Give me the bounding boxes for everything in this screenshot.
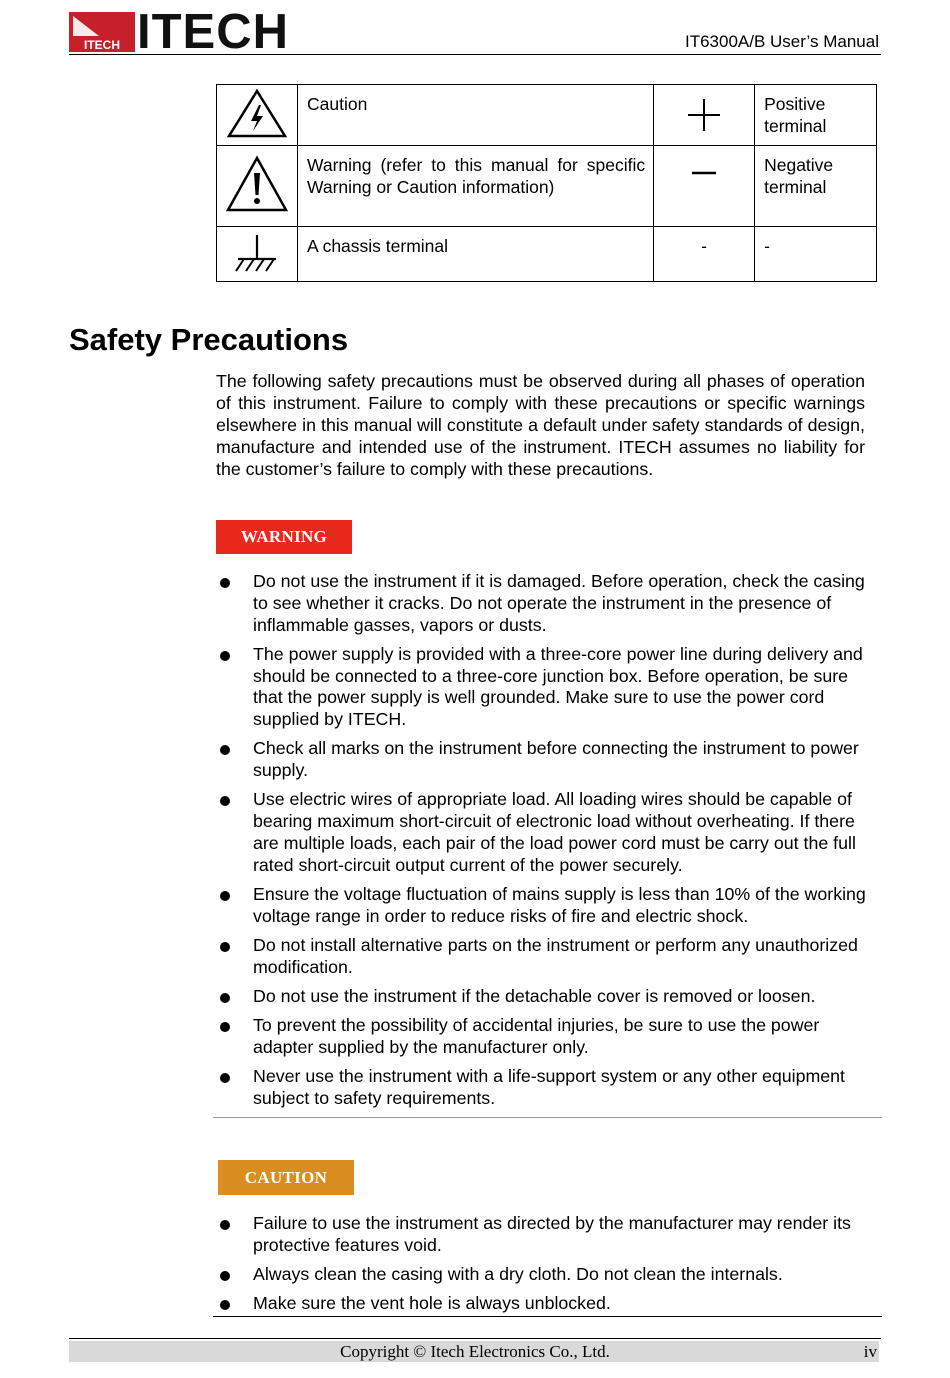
- symbol-table-row: [217, 146, 877, 227]
- itech-logo: [69, 5, 289, 59]
- list-item: [216, 738, 882, 782]
- list-item: [216, 1015, 882, 1059]
- symbol-meaning: Negative terminal: [755, 146, 877, 227]
- intro-paragraph: The following safety precautions must be observed during all phases of operation of this instrument. Failure to comply with these precautions or specific warnings elsewhere in this manual will constitute a default under safety standards of design, manufacture and intended use of the instrument. ITECH assumes no liability for the customer’s failure to comply with these precautions.: [216, 371, 865, 479]
- list-item-text: Do not use the instrument if the detachable cover is removed or loosen.: [253, 985, 816, 1006]
- list-item: [216, 986, 882, 1008]
- chassis-ground-icon: [232, 229, 282, 275]
- itech-logo-mark: [69, 12, 135, 52]
- symbol-table: [216, 84, 877, 282]
- positive-terminal-icon: [684, 95, 724, 135]
- caution-badge: CAUTION: [218, 1160, 354, 1195]
- list-item: [216, 1066, 882, 1110]
- list-item-text: Failure to use the instrument as directed by the manufacturer may render its protective features void.: [253, 1213, 851, 1255]
- symbol-text: -: [654, 227, 755, 282]
- warning-badge: WARNING: [216, 520, 352, 554]
- bullet-icon: [220, 745, 230, 755]
- bullet-icon: [220, 993, 230, 1003]
- list-item-text: Make sure the vent hole is always unblocked.: [253, 1293, 611, 1314]
- section-title: Safety Precautions: [69, 322, 349, 357]
- logo-mark-text: ITECH: [84, 38, 120, 52]
- list-item: [216, 644, 882, 731]
- bullet-icon: [220, 1022, 230, 1032]
- symbol-table-row: [217, 85, 877, 146]
- symbol-icon-cell: [217, 227, 298, 282]
- symbol-meaning: -: [755, 227, 877, 282]
- bullet-icon: [220, 942, 230, 952]
- symbol-icon-cell: [217, 146, 298, 227]
- bullet-icon: [220, 796, 230, 806]
- warning-section-divider: [213, 1117, 882, 1118]
- list-item-text: To prevent the possibility of accidental injuries, be sure to use the power adapter supplied by the manufacturer only.: [253, 1015, 820, 1057]
- symbol-description: Caution: [298, 85, 654, 146]
- symbol-icon-cell: [217, 85, 298, 146]
- symbol-cell: [654, 146, 755, 227]
- list-item: [216, 1213, 882, 1257]
- logo-wordmark: ITECH: [137, 5, 289, 59]
- list-item: [216, 789, 882, 876]
- list-item: [216, 884, 882, 928]
- bullet-icon: [220, 578, 230, 588]
- header-divider: [69, 54, 881, 55]
- list-item-text: Do not install alternative parts on the instrument or perform any unauthorized modification.: [253, 934, 858, 977]
- footer-divider: [69, 1338, 881, 1339]
- copyright-text: Copyright © Itech Electronics Co., Ltd.: [340, 1342, 610, 1361]
- list-item-text: Ensure the voltage fluctuation of mains supply is less than 10% of the working voltage range in order to reduce risks of fire and electric shock.: [253, 883, 866, 926]
- symbol-table-row: [217, 227, 877, 282]
- warning-list: [216, 571, 882, 1117]
- manual-title: IT6300A/B User’s Manual: [684, 32, 879, 51]
- list-item: [216, 1264, 882, 1286]
- page-number: iv: [863, 1342, 877, 1361]
- bullet-icon: [220, 891, 230, 901]
- bullet-icon: [220, 651, 230, 661]
- list-item-text: Use electric wires of appropriate load. All loading wires should be capable of bearing maximum short-circuit of electronic load without overheating. If there are multiple loads, each pair of the load power cord must be carry out the full rated short-circuit output current of the power securely.: [253, 789, 856, 875]
- symbol-description: Warning (refer to this manual for specific Warning or Caution information): [298, 146, 654, 227]
- list-item-text: Do not use the instrument if it is damaged. Before operation, check the casing to see whether it cracks. Do not operate the instrument in the presence of inflammable gasses, vapors or dusts.: [253, 571, 865, 635]
- symbol-meaning: Positive terminal: [755, 85, 877, 146]
- symbol-description: A chassis terminal: [298, 227, 654, 282]
- list-item: [216, 571, 882, 636]
- list-item-text: Never use the instrument with a life-support system or any other equipment subject to safety requirements.: [253, 1066, 845, 1108]
- list-item: [216, 935, 882, 979]
- caution-section-divider: [213, 1316, 882, 1317]
- list-item-text: Always clean the casing with a dry cloth. Do not clean the internals.: [253, 1263, 783, 1284]
- negative-terminal-icon: [684, 158, 724, 188]
- list-item-text: The power supply is provided with a three-core power line during delivery and should be connected to a three-core junction box. Before operation, be sure that the power supply is well grounded. Make sure to use the power cord supplied by ITECH.: [253, 643, 863, 730]
- bullet-icon: [220, 1271, 230, 1281]
- warning-exclamation-icon: [225, 155, 289, 213]
- electric-caution-icon: [226, 88, 288, 138]
- bullet-icon: [220, 1073, 230, 1083]
- symbol-cell: [654, 85, 755, 146]
- bullet-icon: [220, 1220, 230, 1230]
- list-item-text: Check all marks on the instrument before connecting the instrument to power supply.: [253, 738, 859, 781]
- list-item: [216, 1293, 882, 1315]
- caution-list: [216, 1213, 882, 1322]
- bullet-icon: [220, 1300, 230, 1310]
